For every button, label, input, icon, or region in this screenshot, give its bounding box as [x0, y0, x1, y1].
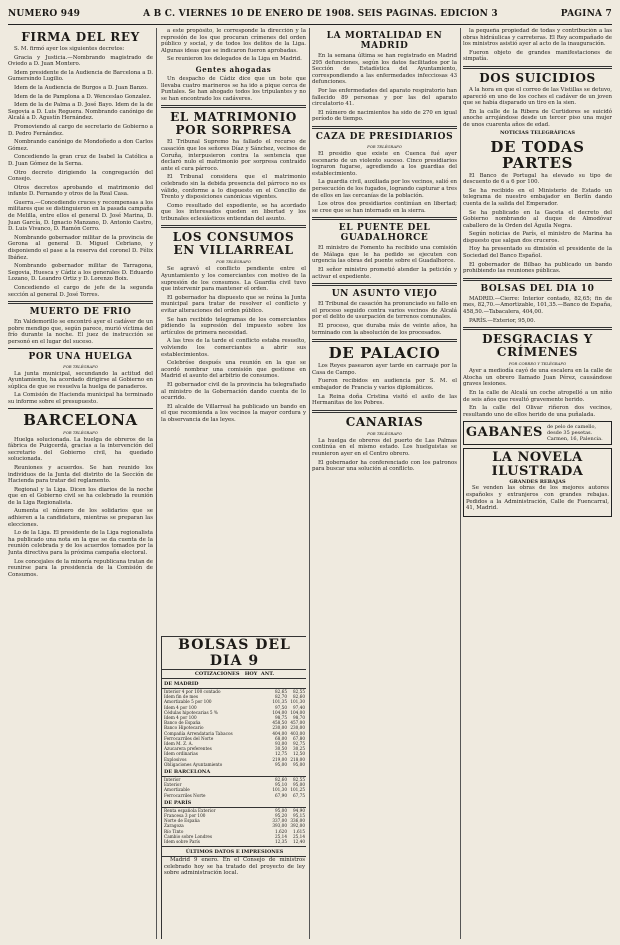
section-subtitle: POR TELÉGRAFO: [63, 429, 98, 435]
stock-value-prev: 336,00: [290, 818, 305, 824]
stock-rows-paris: [162, 808, 306, 844]
article-paragraph: Los Reyes pasearon ayer tarde en carruaje por la Casa de Campo.: [312, 363, 457, 376]
headline-barcelona: BARCELONA: [23, 410, 138, 429]
stock-name: Idem fin de mes: [164, 694, 199, 700]
article-paragraph: Se ha recibido en el Ministerio de Estado un telegrama de nuestro embajador en Berlín dando cuenta de la salida del Emperador.: [463, 187, 612, 207]
article-paragraph: Por las enfermedades del aparato respiratorio han fallecido 89 personas y por las del aparato circulatorio 41.: [312, 87, 457, 108]
stock-value-prev: 95,00: [293, 761, 305, 767]
stock-name: Amortizable 5 por 100: [164, 699, 212, 705]
article-paragraph: S. M. firmó ayer los siguientes decretos:: [14, 46, 125, 52]
column-divider: [309, 28, 310, 939]
article-paragraph: Según noticias de París, el ministro de Marina ha dispuesto que salgan dos cruceros.: [463, 231, 612, 244]
stock-value-prev: 94,90: [293, 807, 305, 813]
section-rule: [463, 327, 612, 330]
headline-desgracias: DESGRACIAS Y CRÍMENES: [482, 332, 593, 360]
stock-value-prev: 92,75: [293, 741, 305, 747]
article-paragraph: El proceso, que duraba más de veinte años, ha terminado con la absolución de los procesados.: [312, 323, 457, 336]
article-paragraph: En la calle del Olivar riñeron dos vecinos, resultando uno de ellos herido de una puñalada.: [463, 405, 612, 418]
article-paragraph: El Tribunal considera que el matrimonio celebrado sin la debida presencia del párroco no es válido, conforme a lo dispuesto en el Concilio de Trento y disposiciones canónicas vigentes.: [161, 174, 306, 201]
article-paragraph: Como resultado del expediente, se ha acordado que los interesados queden en libertad y los tribunales eclesiásticos entiendan del asunto.: [161, 202, 306, 222]
advert-novela-subtitle: GRANDES REBAJAS: [509, 479, 566, 486]
article-paragraph: El alcalde de Villarreal ha publicado un bando en el que recomienda a los vecinos la mayor cordura y la observancia de las leyes.: [161, 403, 306, 423]
article-paragraph: Regional y la Liga. Dicen los diarios de la noche que en el Gobierno civil se ha celebrado la reunión de la Liga Regionalista.: [8, 486, 153, 506]
stock-name: Interior 4 por 100 contado: [164, 689, 221, 694]
article-paragraph: Concediendo la gran cruz de Isabel la Católica a D. Juan Gómez de la Serna.: [8, 154, 153, 167]
stock-name: Interior: [164, 777, 181, 783]
stock-value-today: 1.620: [275, 828, 287, 834]
stock-name: Obligaciones Ayuntamiento: [164, 761, 223, 767]
stock-value-prev: 67,75: [293, 792, 305, 798]
article-paragraph: Idem de la de Palma a D. José Bayo. Idem de la de Segovia a D. Luis Reguera. Nombrando canónigo de Alcalá a D. Agustín Hernández.: [8, 102, 153, 122]
article-paragraph: Los otros dos presidiarios continúan en libertad; se cree que se han internado en la sierra.: [312, 201, 457, 214]
article-paragraph: En Valdemorillo se encontró ayer el cadáver de un pobre mendigo que, según parece, murió víctima del frío durante la noche. El juez de instrucción se personó en el lugar del suceso.: [8, 319, 153, 345]
stock-section-label: DE MADRID: [162, 679, 306, 689]
headline-matrimonio: EL MATRIMONIO POR SORPRESA: [170, 110, 297, 138]
column-divider: [156, 28, 157, 939]
stock-name: Idem 4 por 100: [164, 715, 197, 721]
stock-value-prev: 82,55: [293, 689, 305, 694]
stock-value-prev: 25,14: [293, 833, 305, 839]
article-paragraph: Celebróse después una reunión en la que se acordó nombrar una comisión que gestione en Madrid el asunto del arbitrio de consumos.: [161, 360, 306, 380]
section-rule: [312, 339, 457, 342]
stock-name: Idem sobre París: [164, 839, 200, 845]
stock-value-prev: 97,40: [293, 704, 305, 710]
article-paragraph: El ministro de Fomento ha recibido una comisión de Málaga que le ha pedido se ejecuten con urgencia las obras del puente sobre el Guadalhorce.: [312, 245, 457, 265]
article-paragraph: La huelga de obreros del puerto de Las Palmas continúa en el mismo estado. Los huelguistas se reunieron ayer en el Centro obrero.: [312, 437, 457, 457]
stock-value-prev: 82,55: [293, 777, 305, 783]
stock-row: [162, 793, 306, 798]
article-paragraph: Otros decretos aprobando el matrimonio del infante D. Fernando y otros de la Real Casa.: [8, 184, 153, 198]
article-paragraph: Hoy ha presentado su dimisión el presidente de la Sociedad del Banco Español.: [463, 246, 612, 260]
stock-name: Cédulas hipotecarias 5 %: [164, 709, 218, 715]
stock-value-prev: 403,00: [290, 730, 305, 736]
column-divider: [460, 28, 461, 939]
article-paragraph: Huelga solucionada. La huelga de obreros de la fábrica de Puigcerdá, gracias a la intervención del secretario del Gobierno civil, ha quedado solucionada.: [8, 436, 153, 463]
article-paragraph: El gobernador ha dispuesto que se reúna la Junta municipal para tratar de resolver el conflicto y evitar alteraciones del orden público.: [161, 294, 306, 315]
stock-value-today: 93,00: [275, 741, 287, 747]
stock-name: Francesa 3 por 100: [164, 813, 206, 819]
column-2: [161, 28, 306, 939]
article-paragraph: PARÍS.—Exterior, 95,00.: [469, 317, 536, 324]
advert-gabanes-title: GABANES: [466, 425, 543, 441]
stock-value-today: 393,00: [272, 823, 287, 829]
article-paragraph: Fueron objeto de grandes manifestaciones de simpatía.: [463, 49, 612, 63]
stock-name: Renta española Exterior: [164, 807, 216, 813]
article-paragraph: Idem de la de Pamplona a D. Wenceslao Gonzalez.: [14, 93, 152, 100]
stock-value-today: 219,00: [272, 756, 287, 762]
section-rule: [8, 408, 153, 409]
column-1: [8, 28, 153, 939]
section-rule: [8, 301, 153, 304]
stock-section-label: DE PARÍS: [162, 798, 306, 808]
headline-muerto: MUERTO DE FRIO: [29, 307, 132, 318]
section-subtitle: POR TELÉGRAFO: [63, 363, 98, 369]
article-paragraph: El gobernador ha conferenciado con los patronos para buscar una solución al conflicto.: [312, 459, 457, 473]
stock-value-today: 101,35: [272, 699, 287, 705]
stock-value-today: 30,50: [275, 746, 287, 752]
col-ant-label: ANT.: [260, 671, 275, 677]
article-paragraph: Idem de la Audiencia de Burgos a D. Juan Banzo.: [14, 84, 148, 91]
stock-table: [161, 636, 306, 939]
col-hoy-label: HOY: [244, 671, 258, 677]
article-paragraph: Madrid 9 enero. En el Consejo de ministros celebrado hoy se ha tratado del proyecto de ley sobre administración local.: [164, 857, 305, 877]
article-paragraph: La Reina doña Cristina visitó el asilo de las Hermanitas de los Pobres.: [312, 393, 457, 407]
stock-value-prev: 1.615: [293, 828, 305, 834]
article-paragraph: Idem presidente de la Audiencia de Barcelona a D. Gumersindo Lugilio.: [8, 69, 153, 83]
advert-novela: [463, 448, 612, 516]
article-paragraph: El señor ministro prometió atender la petición y activar el expediente.: [312, 267, 457, 280]
section-rule: [312, 126, 457, 129]
stock-value-prev: 95,15: [293, 813, 305, 819]
cotizaciones-label: COTIZACIONES: [194, 671, 240, 677]
stock-table-title: BOLSAS DEL DIA 9: [162, 637, 306, 670]
stock-value-prev: 457,00: [290, 720, 305, 726]
article-paragraph: La junta municipal, secundando la actitud del Ayuntamiento, ha acordado dirigirse al Gobierno en súplica de que se resuelva la huelga de panaderos.: [8, 370, 153, 390]
article-paragraph: Promoviendo al cargo de secretario de Gobierno a D. Pedro Fernández.: [8, 123, 153, 137]
section-subtitle: POR TELÉGRAFO: [367, 143, 402, 149]
stock-name: Ferrocarriles del Norte: [164, 735, 214, 741]
article-paragraph: A las tres de la tarde el conflicto estaba resuelto, volviendo los comerciantes a abrir sus establecimientos.: [161, 338, 306, 358]
stock-rows-madrid: [162, 689, 306, 767]
article-paragraph: a este propósito, le corresponde la dirección y la represión de los que procuran crímenes del orden público y social, y de todos los delitos de la Liga. Algunas ideas que se indicaron fueron aprobadas.: [161, 28, 306, 54]
article-paragraph: El gobernador de Bilbao ha publicado un bando prohibiendo las reuniones públicas.: [463, 261, 612, 275]
stock-value-today: 95,10: [275, 782, 287, 788]
stock-name: Cambio sobre Londres: [164, 833, 213, 839]
stock-name: Explosivos: [164, 756, 187, 762]
stock-value-today: 95,20: [275, 813, 287, 819]
article-paragraph: La Comisión de Hacienda municipal ha terminado su informe sobre el presupuesto.: [8, 392, 153, 405]
section-rule: [161, 225, 306, 228]
stock-value-prev: 12,50: [293, 751, 305, 757]
section-subtitle: POR TELÉGRAFO: [216, 259, 251, 265]
stock-section-label: DE BARCELONA: [162, 767, 306, 777]
stock-value-today: 25,14: [275, 833, 287, 839]
article-paragraph: El Tribunal Supremo ha fallado el recurso de casación que los señores Díaz y Sánchez, vecinos de Coruña, interpusieron contra la sentencia que declaró nulo el matrimonio por sorpresa contraído ante el cura párroco.: [161, 139, 306, 172]
stock-name: Amortizable: [164, 787, 190, 793]
section-rule: [312, 283, 457, 286]
stock-value-today: 95,00: [275, 761, 287, 767]
stock-value-prev: 82,60: [293, 694, 305, 700]
article-paragraph: Lo de la Liga. El presidente de la Liga regionalista ha publicado una nota en la que se da cuenta de la reunión celebrada y de los acuerdos tomados por la Junta directiva para la próxima campaña electoral.: [8, 530, 153, 557]
stock-value-prev: 104,00: [290, 709, 305, 715]
stock-name: Banco Hipotecario: [164, 725, 204, 731]
article-paragraph: En la calle de Alcalá un coche atropelló a un niño de seis años que resultó gravemente herido.: [463, 390, 612, 403]
headline-suicidios: DOS SUICIDIOS: [479, 70, 596, 85]
headline-bolsas: BOLSAS DEL DIA 10: [480, 283, 595, 294]
article-paragraph: Reuniones y acuerdos. Se han reunido los individuos de la Junta del distrito de la Sección de Hacienda para tratar del reglamento.: [8, 464, 153, 485]
stock-name: Compañía Arrendataria Tabacos: [164, 730, 233, 736]
section-subtitle: POR TELÉGRAFO: [367, 430, 402, 436]
stock-value-today: 97,50: [275, 704, 287, 710]
stock-value-today: 404,00: [272, 730, 287, 736]
stock-value-today: 82,60: [275, 777, 287, 783]
headline-palacio: DE PALACIO: [328, 344, 441, 363]
article-paragraph: Se han recibido telegramas de los comerciantes pidiendo la supresión del impuesto sobre los artículos de primera necesidad.: [161, 316, 306, 336]
stock-name: Idem ordinarias: [164, 751, 198, 757]
article-paragraph: El Tribunal de casación ha pronunciado su fallo en el proceso seguido contra varios vecinos de Alcalá por el delito de usurpación de terrenos comunales.: [312, 301, 457, 321]
issue-number: NUMERO 949: [8, 9, 81, 19]
column-4: [463, 28, 612, 939]
headline-consumos: LOS CONSUMOS EN VILLARREAL: [172, 230, 295, 258]
dateline: A B C. VIERNES 10 DE ENERO DE 1908. SEIS PAGINAS. EDICION 3: [143, 9, 498, 19]
headline-canarias: CANARIAS: [345, 414, 424, 429]
article-paragraph: En la semana última se han registrado en Madrid 295 defunciones, según los datos facilitados por la Sección de Estadística del Ayuntamiento, correspondiendo a las enfermedades infecciosas 43 defunciones.: [312, 53, 457, 86]
headline-partes: DE TODAS PARTES: [490, 137, 585, 172]
stock-value-today: 68,00: [275, 735, 287, 741]
article-paragraph: Concediendo el cargo de jefe de la segunda sección al general D. José Torres.: [8, 285, 153, 298]
article-paragraph: Aumenta el número de los solidarios que se adhieren a la candidatura, mientras se preparan las elecciones.: [8, 508, 153, 528]
headline-mortalidad: LA MORTALIDAD EN MADRID: [326, 31, 443, 51]
stock-value-prev: 95,00: [293, 782, 305, 788]
advert-gabanes-text: de pelo de camello, desde 35 pesetas. Carmen, 16, Palencia.: [546, 424, 603, 443]
stock-name: Río Tinto: [164, 828, 184, 834]
stock-value-prev: 101,30: [290, 699, 305, 705]
stock-value-today: 230,00: [272, 725, 287, 731]
stock-value-today: 337,00: [272, 818, 287, 824]
headline-huelga: POR UNA HUELGA: [28, 351, 133, 362]
stock-name: Norte de España: [164, 818, 200, 824]
stock-name: Exterior: [164, 782, 182, 788]
stock-value-prev: 67,80: [293, 735, 305, 741]
masthead: [8, 4, 612, 25]
page-number: PAGINA 7: [560, 9, 612, 19]
article-paragraph: Otro decreto dirigiendo la congregación del Consejo.: [8, 169, 153, 183]
stock-name: Azucarera preferentes: [164, 746, 212, 752]
stock-value-prev: 218,00: [290, 756, 305, 762]
stock-value-today: 82,65: [275, 689, 287, 694]
article-paragraph: Los concejales de la minoría republicana tratan de reunirse para la presidencia de la Comisión de Consumos.: [8, 558, 153, 578]
headline-firma: FIRMA DEL REY: [21, 30, 140, 44]
ultimos-headline: ÚLTIMOS DATOS E IMPRESIONES: [162, 846, 306, 857]
article-paragraph: Se agravó el conflicto pendiente entre el Ayuntamiento y los comerciantes con motivo de la supresión de los consumos. La Guardia civil tuvo que intervenir para mantener el orden.: [161, 266, 306, 293]
stock-table-subtitle: [162, 670, 306, 679]
stock-value-prev: 12,40: [293, 839, 305, 845]
stock-value-today: 12,75: [275, 751, 287, 757]
article-paragraph: Guerra.—Concediendo cruces y recompensas a los militares que se distinguieron en la pasada campaña de Melilla, entre ellos el general D. José Marina, D. Juan García, D. Ignacio Manzano, D. Antonio Castro, D. Luis Vivanco, D. Ramón Cerro.: [8, 199, 153, 233]
stock-name: Idem 4 por 100: [164, 704, 197, 710]
advert-novela-title: LA NOVELA ILUSTRADA: [491, 450, 584, 480]
stock-value-prev: 101,25: [290, 787, 305, 793]
article-paragraph: la pequeña propiedad de todas y contribución a las obras hidráulicas y carreteras. El Rey acompañado de los ministros asistió ayer al acto de la inauguración.: [463, 28, 612, 48]
section-rule: [312, 410, 457, 413]
article-paragraph: Gracia y Justicia.—Nombrando magistrado de Oviedo a D. Juan Montero.: [8, 54, 153, 68]
article-paragraph: La guardia civil, auxiliada por los vecinos, salió en persecución de los fugados, logrando capturar a tres de ellos en las cercanías de la población.: [312, 179, 457, 199]
stock-row: [162, 839, 306, 844]
article-paragraph: El presidio que existe en Cuenca fué ayer escenario de un violento suceso. Cinco presidiarios lograron fugarse, agrediendo a los guardias del establecimiento.: [312, 150, 457, 177]
column-3: [312, 28, 457, 939]
stock-value-prev: 230,00: [290, 725, 305, 731]
headline-gentes: Gentes ahogadas: [195, 64, 272, 74]
article-paragraph: Fueron recibidos en audiencia por S. M. el embajador de Francia y varios diplomáticos.: [312, 378, 457, 391]
stock-value-today: 101,30: [272, 787, 287, 793]
stock-value-today: 95,00: [275, 807, 287, 813]
headline-caza: CAZA DE PRESIDIARIOS: [315, 131, 454, 142]
article-paragraph: Ayer a mediodía cayó de una escalera en la calle de Atocha un obrero llamado Juan Pérez, causándose graves lesiones.: [463, 368, 612, 388]
headline-asunto: UN ASUNTO VIEJO: [331, 289, 438, 300]
section-rule: [8, 348, 153, 349]
stock-value-prev: 392,00: [290, 823, 305, 829]
stock-rows-barcelona: [162, 777, 306, 798]
section-rule: [463, 278, 612, 281]
article-paragraph: El Banco de Portugal ha elevado su tipo de descuento de 6 a 6 por 100.: [463, 172, 612, 186]
stock-value-today: 104,00: [272, 709, 287, 715]
section-subtitle: NOTICIAS TELEGRÁFICAS: [499, 129, 576, 136]
article-paragraph: Nombrando canónigo de Mondoñedo a don Carlos Gómez.: [8, 139, 153, 152]
article-paragraph: A la hora en que el correo de las Vistillas se detuvo, apareció en uno de los coches el cadáver de un joven que se había disparado un tiro en la sien.: [463, 86, 612, 107]
headline-puente: EL PUENTE DEL GUADALHORCE: [338, 223, 431, 244]
stock-name: Idem M. Z. A.: [164, 741, 193, 747]
section-subtitle: POR CORREO Y TELÉGRAFO: [508, 361, 567, 367]
stock-name: Zaragoza: [164, 823, 184, 829]
stock-name: Ferrocarriles Norte: [164, 792, 206, 798]
article-paragraph: El gobernador civil de la provincia ha telegrafiado al ministro de la Gobernación dando cuenta de lo ocurrido.: [161, 381, 306, 402]
stock-value-today: 67,90: [275, 792, 287, 798]
stock-value-today: 458,50: [272, 720, 287, 726]
article-paragraph: El número de nacimientos ha sido de 270 en igual período de tiempo.: [312, 109, 457, 123]
article-paragraph: Nombrando gobernador militar de Tarragona, Segovia, Huesca y Cádiz a los generales D. Eduardo Lozano, D. Leandro Ortiz y D. Lorenzo Boix.: [8, 263, 153, 283]
stock-value-prev: 98,70: [293, 715, 305, 721]
section-rule: [312, 217, 457, 220]
stock-value-today: 82,70: [275, 694, 287, 700]
section-rule: [463, 66, 612, 69]
stock-value-today: 98,75: [275, 715, 287, 721]
advert-novela-text: Se venden las obras de los mejores autores españoles y extranjeros con grandes rebajas. Pedidos a la Administración, Calle de Fuencarral, 41, Madrid.: [466, 485, 609, 512]
stock-value-prev: 30,25: [293, 746, 305, 752]
article-paragraph: Nombrando gobernador militar de la provincia de Gerona al general D. Miguel Cebriano, y disponiendo el pase a la reserva del coronel D. Félix Ibáñez.: [8, 234, 153, 261]
article-paragraph: Se reunieron los delegados de la Liga en Madrid.: [167, 56, 302, 63]
stock-value-today: 12,35: [275, 839, 287, 845]
stock-name: Banco de España: [164, 720, 201, 726]
article-paragraph: Un despacho de Cádiz dice que un bote que llevaba cuatro marineros se ha ido a pique cerca de Puntales. Se han ahogado todos los tripulantes y no se han encontrado los cadáveres.: [161, 75, 306, 102]
article-paragraph: Se ha publicado en la Gaceta el decreto del Gobierno nombrando al duque de Almodóvar caballero de la Orden del Águila Negra.: [463, 209, 612, 229]
advert-gabanes: [463, 421, 612, 445]
article-paragraph: En la calle de la Ribera de Curtidores se suicidó anoche arrojándose desde un tercer piso una mujer de unos cuarenta años de edad.: [463, 108, 612, 128]
section-rule: [161, 105, 306, 108]
stock-row: [162, 762, 306, 767]
article-paragraph: MADRID.—Cierre: Interior contado, 82,65; fin de mes, 82,70.—Amortizable, 101,35.—Banco de España, 458,50.—Tabacalera, 404,00.: [463, 295, 612, 316]
